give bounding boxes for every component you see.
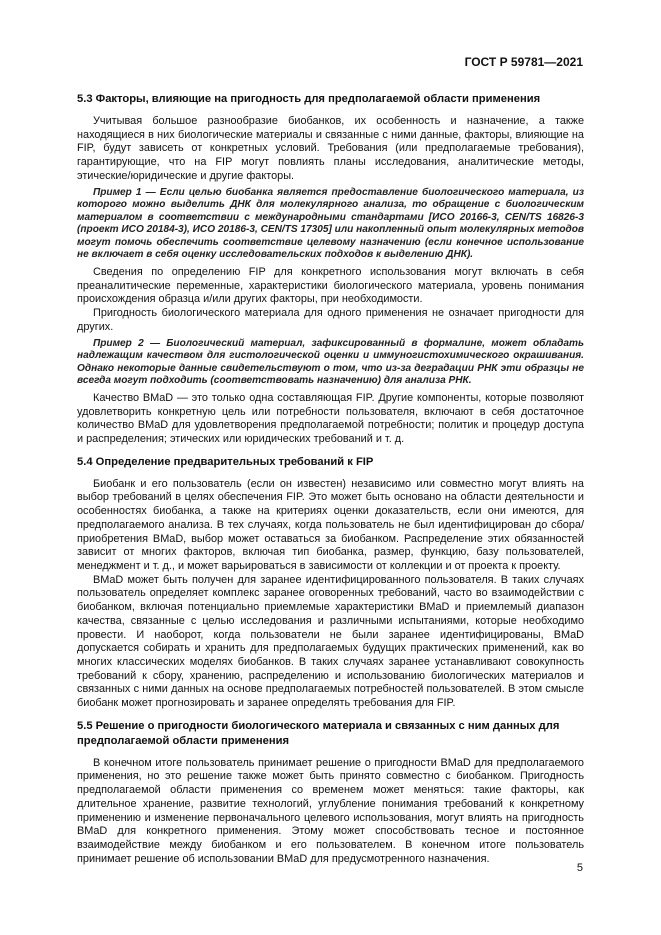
section-5-5 xyxy=(77,719,584,867)
paragraph: Пригодность биологического материала для одного применения не означает пригодности для других. xyxy=(77,307,584,333)
example-note: Пример 2 — Биологический материал, зафиксированный в формалине, может обладать надлежащим качеством для гистологической оценки и иммуногистохимического окрашивания. Однако некоторые данные свидетельствуют о том, что из-за деградации РНК эти образцы не всегда могут подходить (соответствовать назначению) для анализа РНК. xyxy=(77,337,584,387)
paragraph: BMaD может быть получен для заранее идентифицированного пользователя. В таких случаях пользователь определяет комплекс заранее оговоренных требований, часто во взаимодействии с биобанком, включая потенциально приемлемые характеристики BMaD и приемлемый диапазон качества, связанные с целью исследования и различными испытаниями, которые необходимо провести. И наоборот, когда пользователи не были заранее идентифицированы, BMaD допускается собирать и хранить для предполагаемых будущих практических применений, как во многих классических моделях биобанков. В таких случаях заранее устанавливают совокупность требований к сбору, хранению, распределению и использованию биологических материалов и связанных с ними данных на основе предполагаемых потребностей пользователей. В этом смысле биобанк может прогнозировать и заранее определять требования для FIP. xyxy=(77,573,584,710)
standard-number: ГОСТ Р 59781—2021 xyxy=(464,55,583,69)
paragraph: Сведения по определению FIP для конкретного использования могут включать в себя преаналитические переменные, характеристики биологического материала, уровень понимания происхождения образца и/или других факторы, при необходимости. xyxy=(77,266,584,306)
paragraph: В конечном итоге пользователь принимает решение о пригодности BMaD для предполагаемого применения, но это решение также может быть принято совместно с биобанком. Пригодность предполагаемой области применения со временем может меняться: такие факторы, как длительное хранение, развитие технологий, углубление понимания требований к конкретному применению и изменение первоначального целевого использования, могут влиять на пригодность BMaD для конкретного применения. Этому может способствовать тесное и постоянное взаимодействие между биобанком и его пользователем. В конечном итоге пользователь принимает решение об использовании BMaD для предусмотренного назначения. xyxy=(77,756,584,865)
paragraph: Качество BMaD — это только одна составляющая FIP. Другие компоненты, которые позволяют удовлетворить конкретную цель или потребности пользователя, включают в себя достаточное количество BMaD для удовлетворения предполагаемой потребности; политик и процедур доступа и распределения; этических или юридических требований и т. д. xyxy=(77,391,584,446)
document-body xyxy=(77,92,584,866)
section-heading: 5.3 Факторы, влияющие на пригодность для предполагаемой области применения xyxy=(77,93,541,105)
section-5-4 xyxy=(77,455,584,711)
paragraph: Биобанк и его пользователь (если он известен) независимо или совместно могут влиять на выбор требований в целях обеспечения FIP. Это может быть основано на области деятельности и особенностях биобанка, а также на критериях оценки доказательств, если они имеются, для предполагаемого анализа. В тех случаях, когда пользователь не был идентифицирован до сбора/приобретения BMaD, выбор может оставаться за биобанком. Распределение этих обязанностей зависит от многих факторов, включая тип биобанка, размер, функцию, базу пользователей, менеджмент и т. д., и может варьироваться в зависимости от коллекции и от проекта к проекту. xyxy=(77,477,584,572)
paragraph: Учитывая большое разнообразие биобанков, их особенность и назначение, а также находящиеся в них биологические материалы и связанные с ними данные, факторы, влияющие на FIP, будут зависеть от конкретных условий. Требования (или предполагаемые требования), гарантирующие, что на FIP могут повлиять планы исследования, аналитические методы, этические/юридические и другие факторы. xyxy=(77,115,584,182)
section-heading: 5.4 Определение предварительных требований к FIP xyxy=(77,455,374,468)
section-heading: 5.5 Решение о пригодности биологического материала и связанных с ним данных для предполагаемой области применения xyxy=(77,719,560,747)
page-number: 5 xyxy=(576,862,583,874)
section-5-3 xyxy=(77,92,584,447)
example-note: Пример 1 — Если целью биобанка является предоставление биологического материала, из которого можно выделить ДНК для молекулярного анализа, то обращение с биологическим материалом в соответствии с международными стандартами [ИСО 20166-3, CEN/TS 16826-3 (проект ИСО 20184-3), ИСО 20186-3, CEN/TS 17305] или накопленный опыт молекулярных методов могут помочь обеспечить соответствие целевому назначению (если конечное использование не включает в себя оценку исследовательских подходов к выделению ДНК). xyxy=(77,186,584,261)
